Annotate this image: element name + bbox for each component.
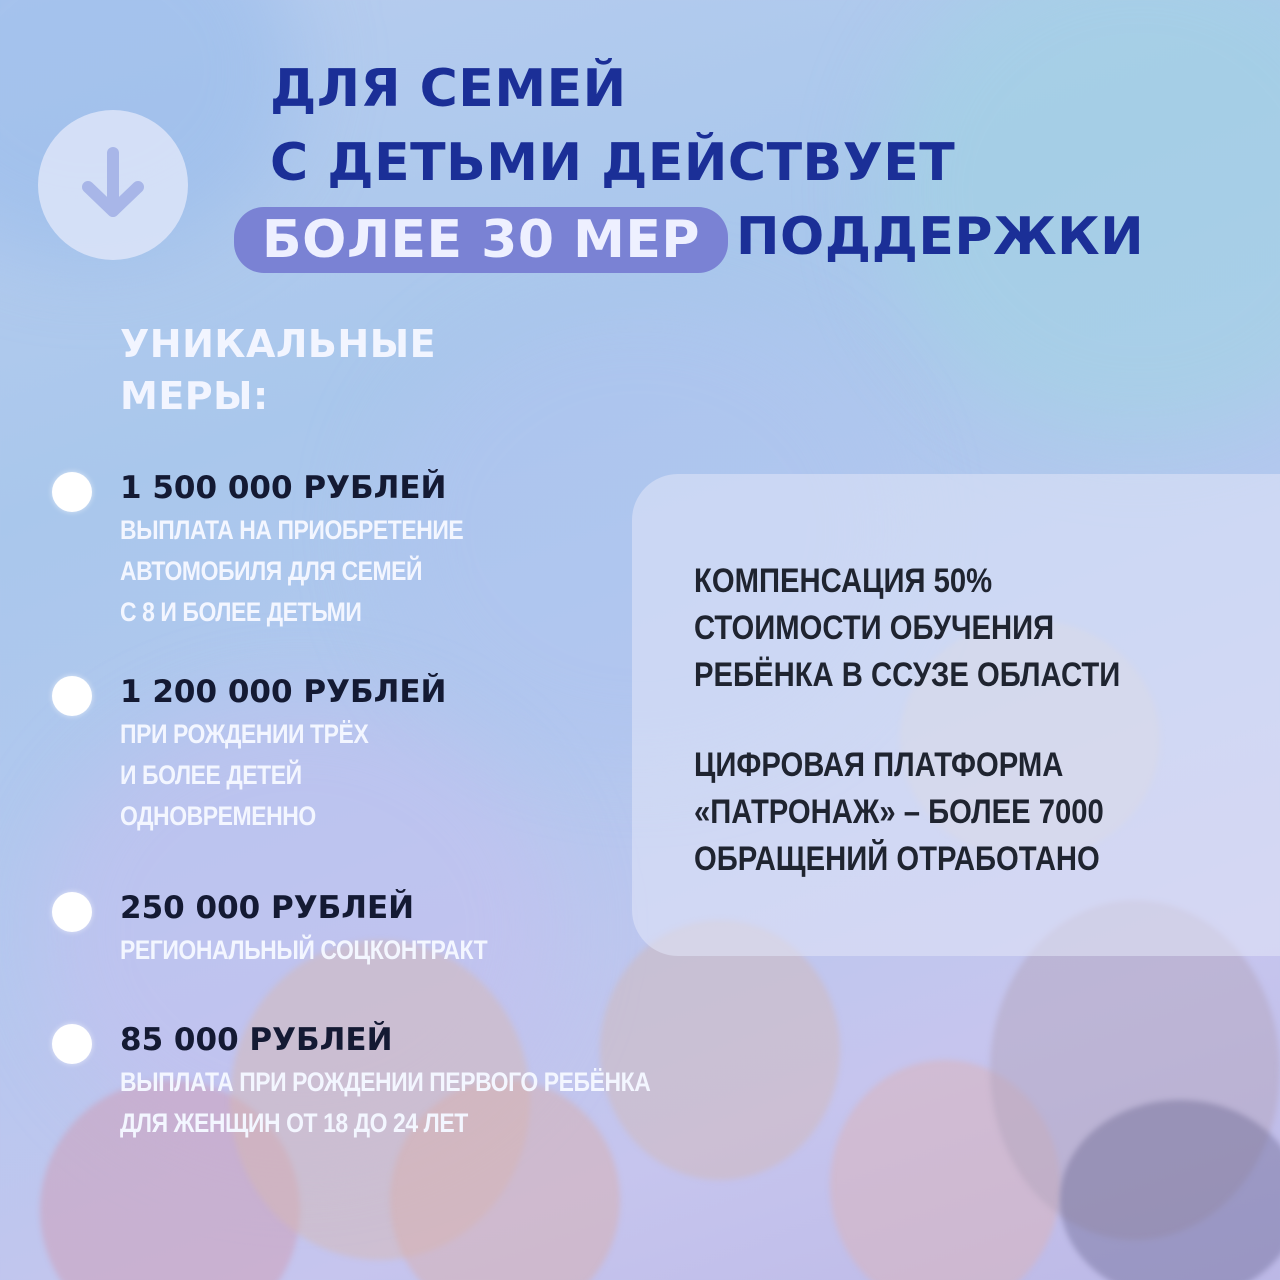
- title-line-3: [262, 200, 1145, 274]
- bullet-dot-icon: [52, 472, 92, 512]
- arrow-down-icon-glyph: [78, 145, 148, 225]
- measure-description: [120, 510, 463, 633]
- measure-description-line: ВЫПЛАТА НА ПРИОБРЕТЕНИЕ: [120, 515, 464, 545]
- section-heading-line-1: УНИКАЛЬНЫЕ: [120, 322, 437, 366]
- measure-amount: 250 000 РУБЛЕЙ: [120, 890, 415, 926]
- measure-description-line: С 8 И БОЛЕЕ ДЕТЬМИ: [120, 597, 362, 627]
- card-block-2-line: «ПАТРОНАЖ» – БОЛЕЕ 7000: [694, 793, 1104, 831]
- bullet-dot-icon: [52, 892, 92, 932]
- measure-description-line: ОДНОВРЕМЕННО: [120, 801, 316, 831]
- section-heading-line-2: МЕРЫ:: [120, 374, 269, 418]
- page-title: [262, 52, 1145, 274]
- measure-description: [120, 1062, 650, 1144]
- card-block-2: [694, 742, 1104, 883]
- card-block-1-line: РЕБЁНКА В ССУЗЕ ОБЛАСТИ: [694, 656, 1121, 694]
- arrow-down-icon: [38, 110, 188, 260]
- card-block-2-line: ЦИФРОВАЯ ПЛАТФОРМА: [694, 746, 1064, 784]
- bullet-dot-icon: [52, 1024, 92, 1064]
- measure-description-line: ДЛЯ ЖЕНЩИН ОТ 18 ДО 24 ЛЕТ: [120, 1108, 468, 1138]
- title-highlight-pill: БОЛЕЕ 30 МЕР: [234, 207, 728, 273]
- title-line-3-rest: ПОДДЕРЖКИ: [736, 207, 1145, 267]
- measure-amount: 1 500 000 РУБЛЕЙ: [120, 470, 447, 506]
- measure-amount: 85 000 РУБЛЕЙ: [120, 1022, 393, 1058]
- measure-description-line: И БОЛЕЕ ДЕТЕЙ: [120, 760, 302, 790]
- measure-amount: 1 200 000 РУБЛЕЙ: [120, 674, 447, 710]
- section-heading: [120, 318, 436, 422]
- card-block-1: [694, 558, 1120, 699]
- card-block-2-line: ОБРАЩЕНИЙ ОТРАБОТАНО: [694, 840, 1100, 878]
- measure-description-line: РЕГИОНАЛЬНЫЙ СОЦКОНТРАКТ: [120, 935, 488, 965]
- measure-description: [120, 714, 368, 837]
- info-card: [632, 474, 1280, 956]
- card-block-1-line: СТОИМОСТИ ОБУЧЕНИЯ: [694, 609, 1055, 647]
- bullet-dot-icon: [52, 676, 92, 716]
- card-block-1-line: КОМПЕНСАЦИЯ 50%: [694, 562, 993, 600]
- measure-description-line: ПРИ РОЖДЕНИИ ТРЁХ: [120, 719, 369, 749]
- measure-description-line: ВЫПЛАТА ПРИ РОЖДЕНИИ ПЕРВОГО РЕБЁНКА: [120, 1067, 651, 1097]
- title-line-1: ДЛЯ СЕМЕЙ: [270, 59, 627, 119]
- title-line-2: С ДЕТЬМИ ДЕЙСТВУЕТ: [270, 133, 956, 193]
- measure-description: [120, 930, 487, 971]
- measure-description-line: АВТОМОБИЛЯ ДЛЯ СЕМЕЙ: [120, 556, 423, 586]
